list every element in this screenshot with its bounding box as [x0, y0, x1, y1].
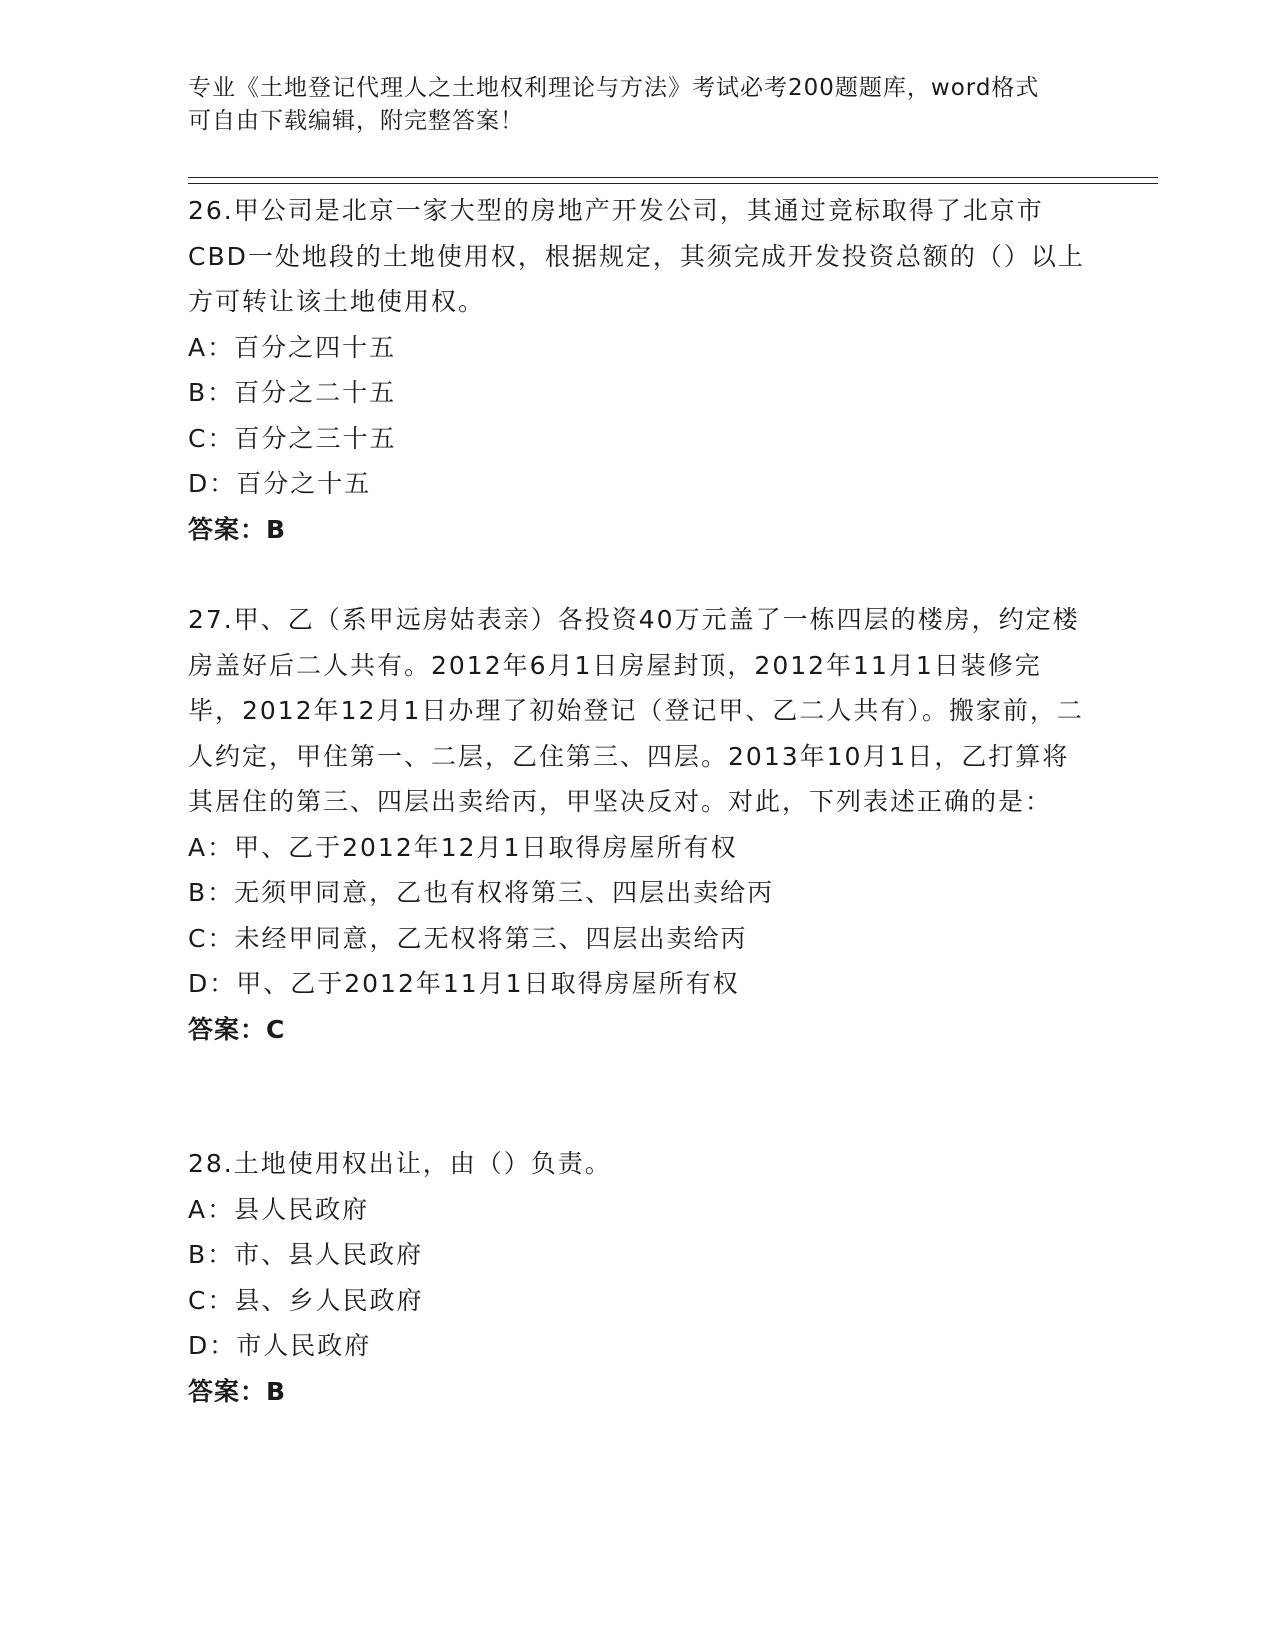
option-d: D：甲、乙于2012年11月1日取得房屋所有权 [188, 969, 740, 998]
option-a: A：百分之四十五 [188, 332, 397, 362]
option-d: D：百分之十五 [188, 469, 372, 498]
header-divider-top [188, 177, 1158, 178]
question-28 [188, 1141, 1088, 1414]
question-number: 28. [188, 1149, 234, 1178]
option-b: B：无须甲同意，乙也有权将第三、四层出卖给丙 [188, 878, 775, 907]
question-text [188, 597, 1088, 825]
question-27 [188, 597, 1088, 1052]
question-number: 27. [188, 605, 234, 634]
option-b: B：市、县人民政府 [188, 1240, 424, 1269]
option-a: A：县人民政府 [188, 1194, 370, 1224]
option-c: C：未经甲同意，乙无权将第三、四层出卖给丙 [188, 923, 748, 953]
question-body: 甲、乙（系甲远房姑表亲）各投资40万元盖了一栋四层的楼房，约定楼房盖好后二人共有。2012年6月1日房屋封顶，2012年11月1日装修完毕，2012年12月1日办理了初始登记（登记甲、乙二人共有）。搬家前，二人约定，甲住第一、二层，乙住第三、四层。2013年10月1日，乙打算将其居住的第三、四层出卖给丙，甲坚决反对。对此，下列表述正确的是： [188, 605, 1084, 816]
header-line-2: 可自由下载编辑，附完整答案！ [188, 108, 524, 134]
question-body: 土地使用权出让，由（）负责。 [233, 1149, 612, 1178]
option-a: A：甲、乙于2012年12月1日取得房屋所有权 [188, 832, 738, 862]
answer: 答案：B [188, 514, 287, 544]
answer: 答案：B [188, 1376, 287, 1406]
header-line-1: 专业《土地登记代理人之土地权利理论与方法》考试必考200题题库，word格式 [188, 75, 1040, 101]
header-divider-bottom [188, 183, 1158, 184]
question-body: 甲公司是北京一家大型的房地产开发公司，其通过竞标取得了北京市CBD一处地段的土地使用权，根据规定，其须完成开发投资总额的（）以上方可转让该土地使用权。 [188, 196, 1085, 316]
option-c: C：县、乡人民政府 [188, 1285, 424, 1315]
document-header [188, 72, 1088, 138]
question-number: 26. [188, 196, 234, 225]
question-text [188, 1141, 1088, 1187]
option-b: B：百分之二十五 [188, 378, 397, 407]
option-d: D：市人民政府 [188, 1331, 372, 1360]
answer: 答案：C [188, 1014, 286, 1044]
option-c: C：百分之三十五 [188, 423, 397, 453]
question-text [188, 188, 1088, 325]
question-26 [188, 188, 1088, 552]
